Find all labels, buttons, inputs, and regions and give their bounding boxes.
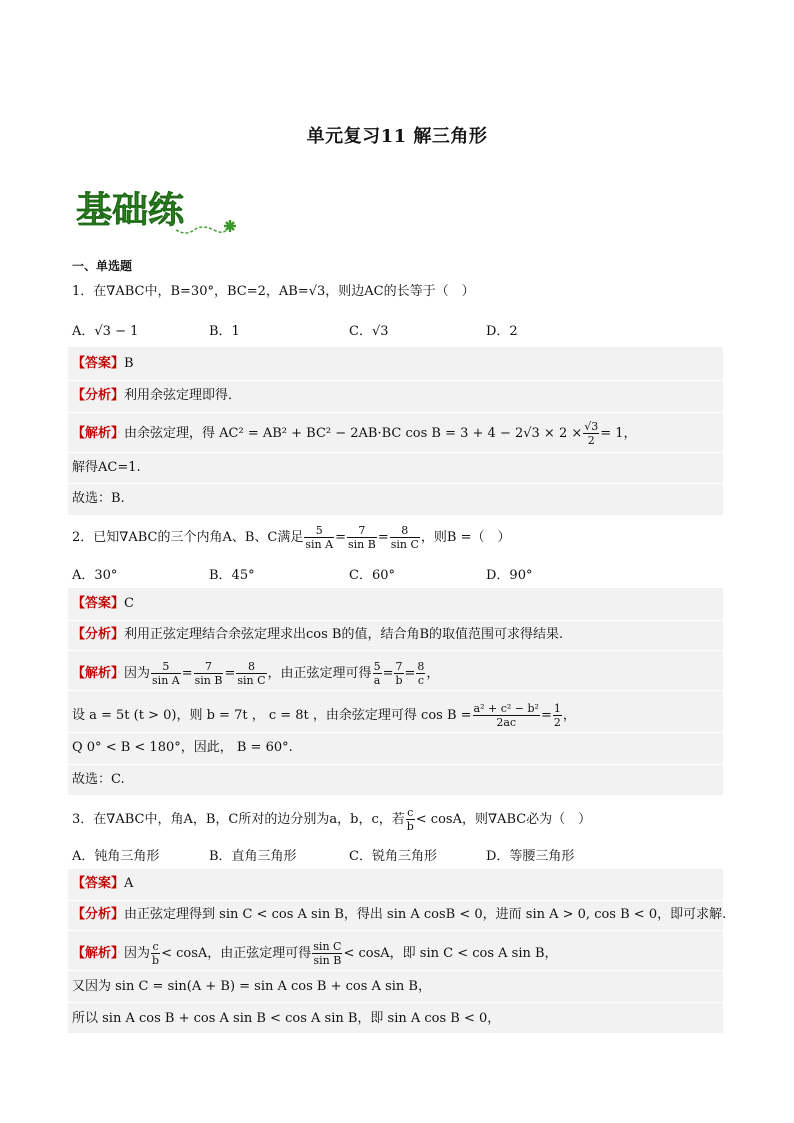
q3-option-b: B．直角三角形 bbox=[209, 849, 297, 864]
q2-option-d: D．90° bbox=[486, 568, 533, 583]
q3-analysis: 【分析】由正弦定理得到 sin C < cos A sin B，得出 sin A cosB < 0，进而 sin A > 0, cos B < 0，即可求解. bbox=[72, 907, 727, 922]
q2-line2: 设 a = 5t (t > 0)，则 b = 7t ， c = 8t ，由余弦定理可得 cos B = $\frac{\text{a² + c² − b²}}{2ac}$ = $\frac{1}{2}$ ， bbox=[72, 702, 576, 729]
page-title: 单元复习11 解三角形 bbox=[306, 126, 488, 147]
q2-option-a: A．30° bbox=[72, 568, 118, 583]
q2-analysis: 【分析】利用正弦定理结合余弦定理求出cos B的值，结合角B的取值范围可求得结果. bbox=[72, 627, 564, 642]
q3-solution: 【解析】因为 $\frac{c}{b}$ < cosA，由正弦定理可得 $\frac{\text{sin C}}{\text{sin B}}$ < cosA，即 sin C < cos A sin B， bbox=[72, 940, 558, 967]
q1-solution: 【解析】由余弦定理，得 AC² = AB² + BC² − 2AB·BC cos B = 3 + 4 − 2√3 × 2 × $\frac{√3}{2}$ = 1， bbox=[72, 420, 637, 447]
q2-stem: 2．已知∇ABC的三个内角A、B、C满足 $\frac{5}{\text{sin A}}$ = $\frac{7}{\text{sin B}}$ = $\frac{8}{\text{sin C}}$ ，则B =（ ） bbox=[72, 524, 511, 551]
q2-option-b: B．45° bbox=[209, 568, 255, 583]
q2-solution: 【解析】因为 $\frac{5}{\text{sin A}}$ = $\frac{7}{\text{sin B}}$ = $\frac{8}{\text{sin C}}$ ，由正弦定理可得 $\frac{5}{a}$ = $\frac{7}{b}$ = $\frac{8}{c}$ ， bbox=[72, 660, 440, 687]
badge-text: 基础练 bbox=[76, 190, 185, 231]
q3-option-d: D．等腰三角形 bbox=[486, 849, 575, 864]
q3-line2: 又因为 sin C = sin(A + B) = sin A cos B + cos A sin B， bbox=[72, 979, 431, 994]
section-heading: 一、单选题 bbox=[72, 259, 133, 273]
q2-line4: 故选：C. bbox=[72, 772, 125, 787]
q3-answer: 【答案】A bbox=[72, 876, 134, 891]
q1-option-a: A．√3 − 1 bbox=[72, 324, 139, 339]
q3-option-c: C．锐角三角形 bbox=[349, 849, 437, 864]
q2-answer: 【答案】C bbox=[72, 596, 134, 611]
q1-analysis: 【分析】利用余弦定理即得． bbox=[72, 388, 242, 403]
q1-option-b: B．1 bbox=[209, 324, 240, 339]
star-icon bbox=[224, 220, 236, 232]
q2-line3: Q 0° < B < 180°，因此， B = 60°. bbox=[72, 740, 293, 755]
q1-option-d: D．2 bbox=[486, 324, 518, 339]
q3-stem: 3．在∇ABC中，角A，B，C所对的边分别为a，b，c，若 $\frac{c}{b}$ < cosA，则∇ABC必为（ ） bbox=[72, 806, 592, 833]
q1-line3: 故选：B. bbox=[72, 491, 125, 506]
q2-option-c: C．60° bbox=[349, 568, 395, 583]
q3-option-a: A．钝角三角形 bbox=[72, 849, 160, 864]
q3-line3: 所以 sin A cos B + cos A sin B < cos A sin B，即 sin A cos B < 0， bbox=[72, 1011, 501, 1026]
q1-line2: 解得AC=1. bbox=[72, 460, 141, 475]
q1-answer: 【答案】B bbox=[72, 356, 134, 371]
q1-option-c: C．√3 bbox=[349, 324, 389, 339]
badge-logo bbox=[76, 186, 246, 238]
q1-stem: 1．在∇ABC中，B=30°，BC=2，AB=√3，则边AC的长等于（ ） bbox=[72, 284, 475, 299]
